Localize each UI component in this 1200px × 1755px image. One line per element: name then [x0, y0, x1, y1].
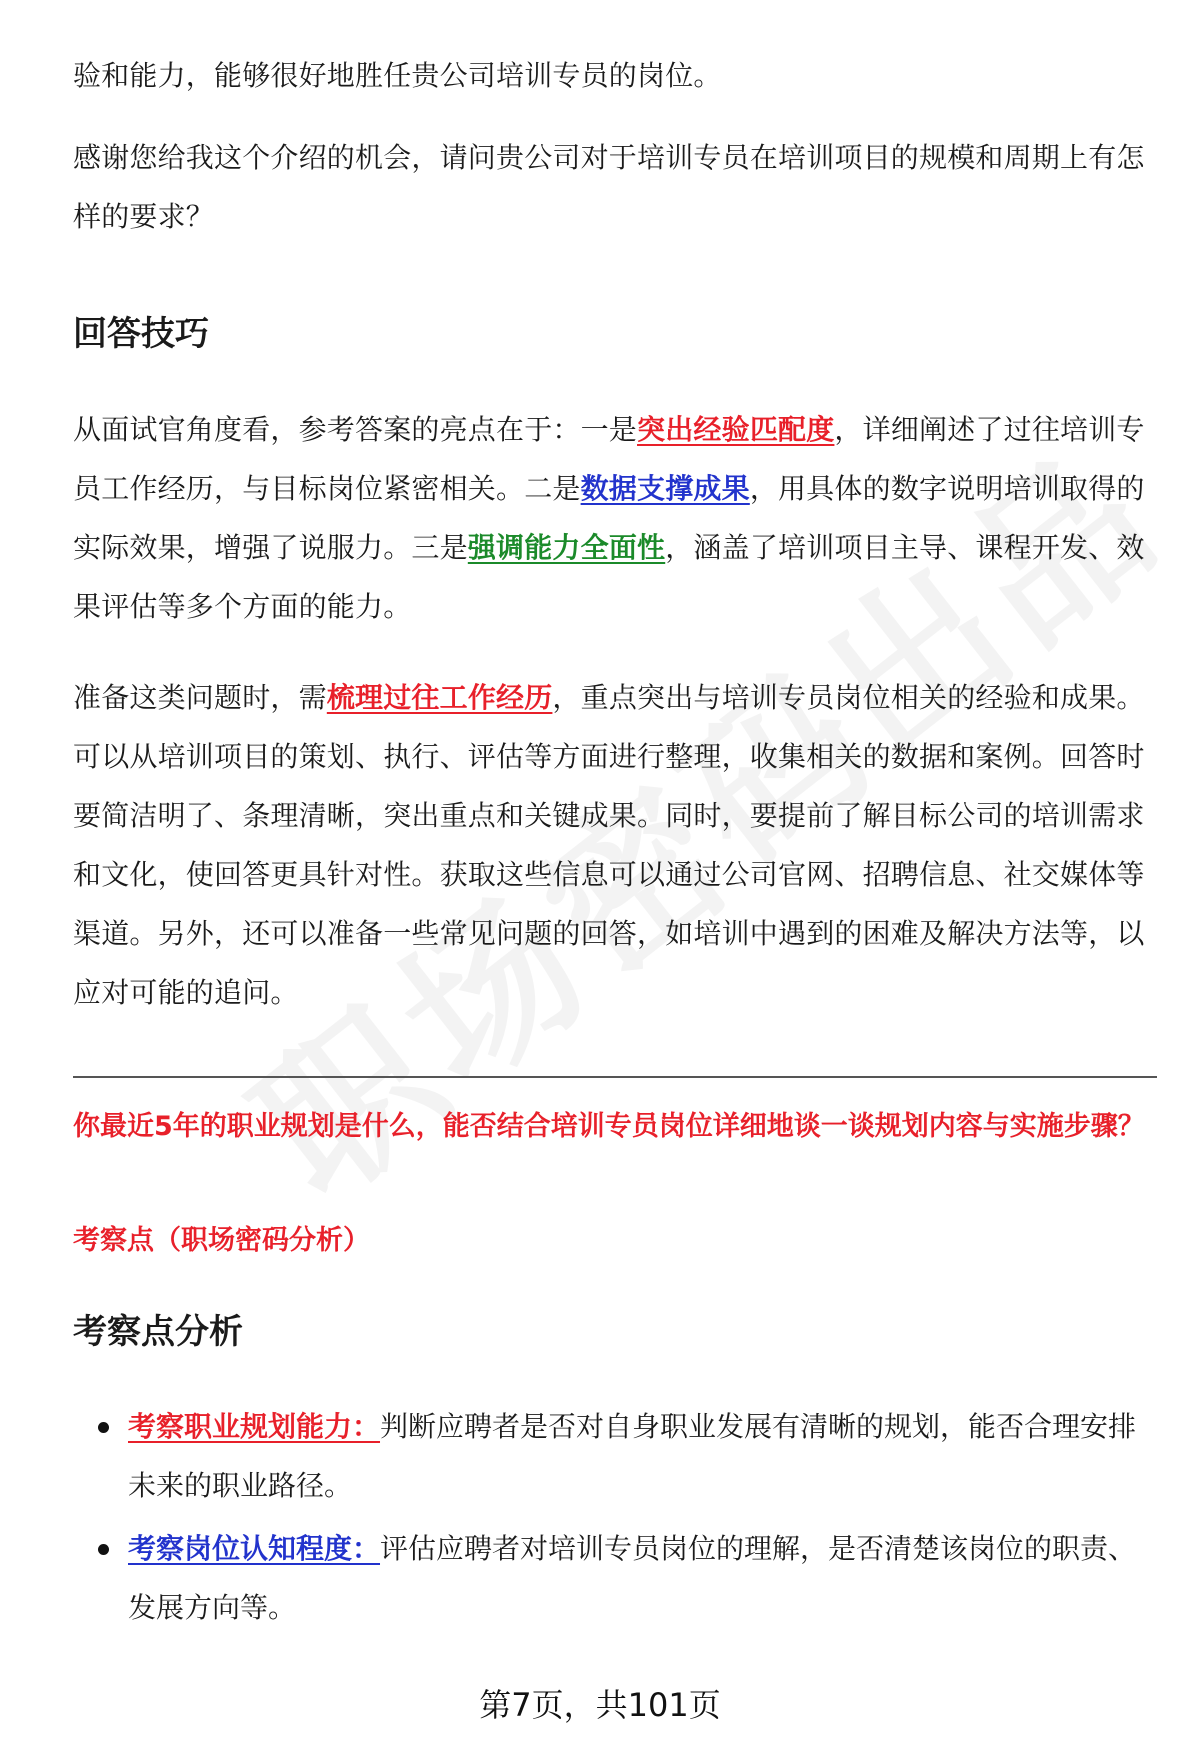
section-divider [73, 1076, 1157, 1078]
tips-paragraph-2 [73, 668, 1153, 1022]
item-label: 考察岗位认知程度： [128, 1532, 381, 1565]
text-segment: ，涵盖了培训项目主导、课程开发、效果评估等多个方面的能力。 [73, 531, 1145, 623]
highlight-experience-match: 突出经验匹配度 [637, 413, 835, 446]
list-item [73, 1519, 1153, 1637]
text-segment: ，用具体的数字说明培训取得的实际效果，增强了说服力。三是 [73, 472, 1145, 564]
tips-paragraph-1 [73, 400, 1153, 636]
section-title-tips: 回答技巧 [73, 314, 209, 354]
paragraph-continued: 验和能力，能够很好地胜任贵公司培训专员的岗位。 [73, 59, 722, 92]
item-text: 评估应聘者对培训专员岗位的理解，是否清楚该岗位的职责、发展方向等。 [128, 1532, 1137, 1624]
bullet-dot [98, 1544, 109, 1555]
paragraph-question-back: 感谢您给我这个介绍的机会，请问贵公司对于培训专员在培训项目的规模和周期上有怎样的要求？ [73, 141, 1145, 233]
highlight-ability-comprehensive: 强调能力全面性 [467, 531, 666, 564]
highlight-sort-experience: 梳理过往工作经历 [326, 681, 553, 714]
analysis-list [73, 1397, 1153, 1637]
item-label: 考察职业规划能力： [128, 1410, 381, 1443]
section-title-analysis: 考察点分析 [73, 1312, 243, 1352]
item-text: 判断应聘者是否对自身职业发展有清晰的规划，能否合理安排未来的职业路径。 [128, 1410, 1137, 1502]
page-number: 第7页，共101页 [479, 1686, 721, 1724]
text-segment: 准备这类问题时，需 [73, 681, 327, 714]
text-segment: ，重点突出与培训专员岗位相关的经验和成果。可以从培训项目的策划、执行、评估等方面进行整理，收集相关的数据和案例。回答时要简洁明了、条理清晰，突出重点和关键成果。同时，要提前了解目标公司的培训需求和文化，使回答更具针对性。获取这些信息可以通过公司官网、招聘信息、社交媒体等渠道。另外，还可以准备一些常见问题的回答，如培训中遇到的困难及解决方法等，以应对可能的追问。 [73, 681, 1145, 1009]
text-segment: 从面试官角度看，参考答案的亮点在于：一是 [73, 413, 638, 446]
examine-point-label: 考察点（职场密码分析） [73, 1225, 370, 1256]
highlight-data-support: 数据支撑成果 [580, 472, 750, 505]
interview-question: 你最近5年的职业规划是什么，能否结合培训专员岗位详细地谈一谈规划内容与实施步骤？ [73, 1111, 1145, 1142]
bullet-dot [98, 1422, 109, 1433]
text-segment: ，详细阐述了过往培训专员工作经历，与目标岗位紧密相关。二是 [73, 413, 1145, 505]
list-item [73, 1397, 1153, 1515]
